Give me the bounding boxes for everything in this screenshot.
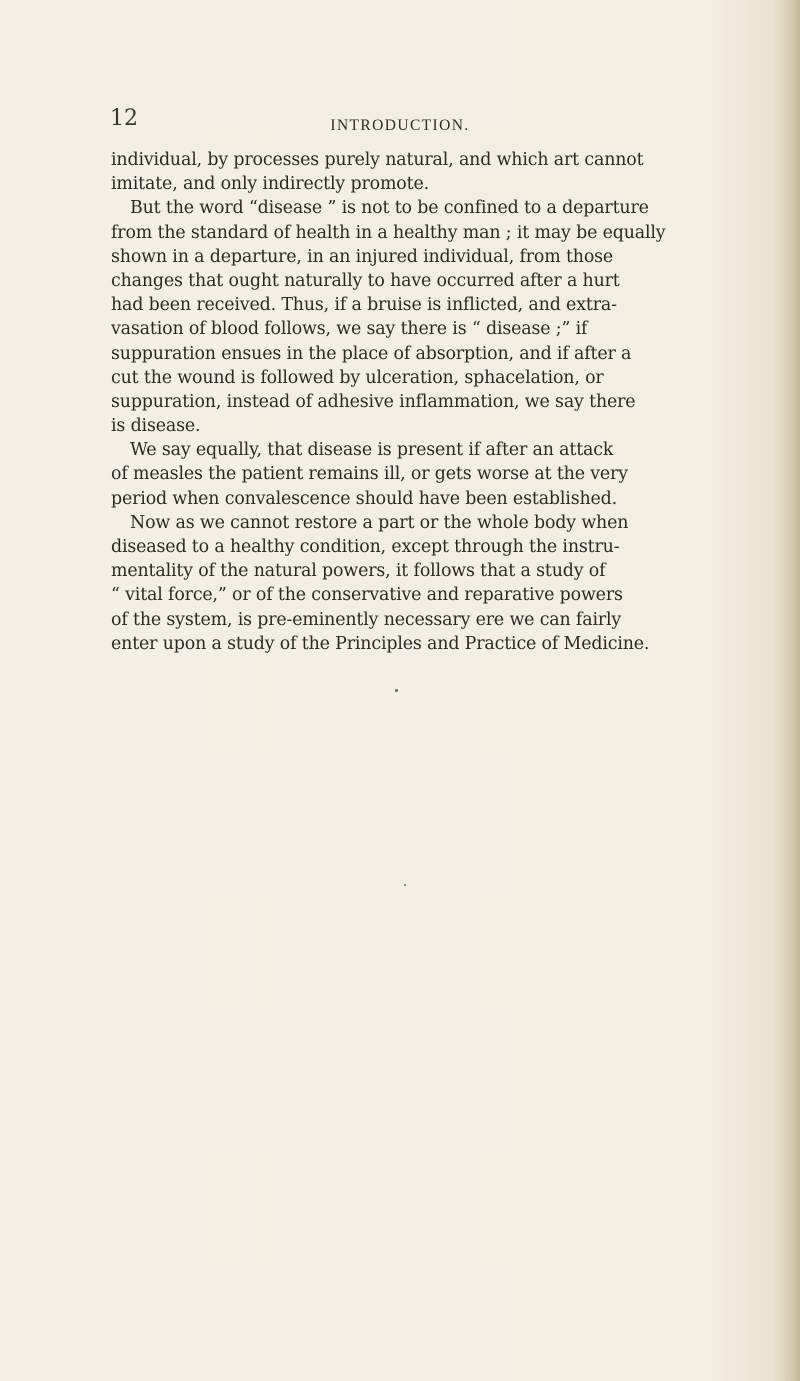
ink-speck (395, 689, 398, 692)
body-text (111, 148, 791, 656)
text-line: shown in a departure, in an injured individual, from those (111, 246, 614, 267)
text-line: “ vital force,” or of the conservative and reparative powers (111, 585, 623, 606)
page-number: 12 (110, 106, 138, 131)
text-line: imitate, and only indirectly promote. (111, 174, 429, 195)
text-line: diseased to a healthy condition, except through the instru- (111, 537, 620, 557)
text-line: mentality of the natural powers, it follows that a study of (111, 561, 606, 582)
text-line: of the system, is pre-eminently necessary ere we can fairly (111, 609, 622, 630)
text-line: suppuration ensues in the place of absorption, and if after a (111, 343, 632, 364)
text-line: from the standard of health in a healthy man ; it may be equally (111, 222, 666, 243)
text-line: Now as we cannot restore a part or the whole body when (130, 512, 629, 533)
text-line: enter upon a study of the Principles and Practice of Medicine. (111, 633, 650, 654)
text-line: is disease. (111, 416, 201, 437)
running-head: INTRODUCTION. (330, 117, 470, 134)
text-line: We say equally, that disease is present if after an attack (130, 440, 614, 461)
text-line: suppuration, instead of adhesive inflammation, we say there (111, 391, 636, 412)
text-line: vasation of blood follows, we say there is “ disease ;” if (111, 319, 588, 340)
text-line: cut the wound is followed by ulceration, sphacelation, or (111, 367, 604, 388)
text-line: individual, by processes purely natural, and which art cannot (111, 150, 644, 170)
ink-speck (404, 884, 406, 886)
text-line: of measles the patient remains ill, or gets worse at the very (111, 464, 628, 485)
text-line: period when convalescence should have been established. (111, 488, 618, 509)
text-line: had been received. Thus, if a bruise is inflicted, and extra- (111, 295, 617, 316)
text-line: changes that ought naturally to have occurred after a hurt (111, 270, 620, 291)
text-line: But the word “disease ” is not to be confined to a departure (130, 198, 649, 219)
